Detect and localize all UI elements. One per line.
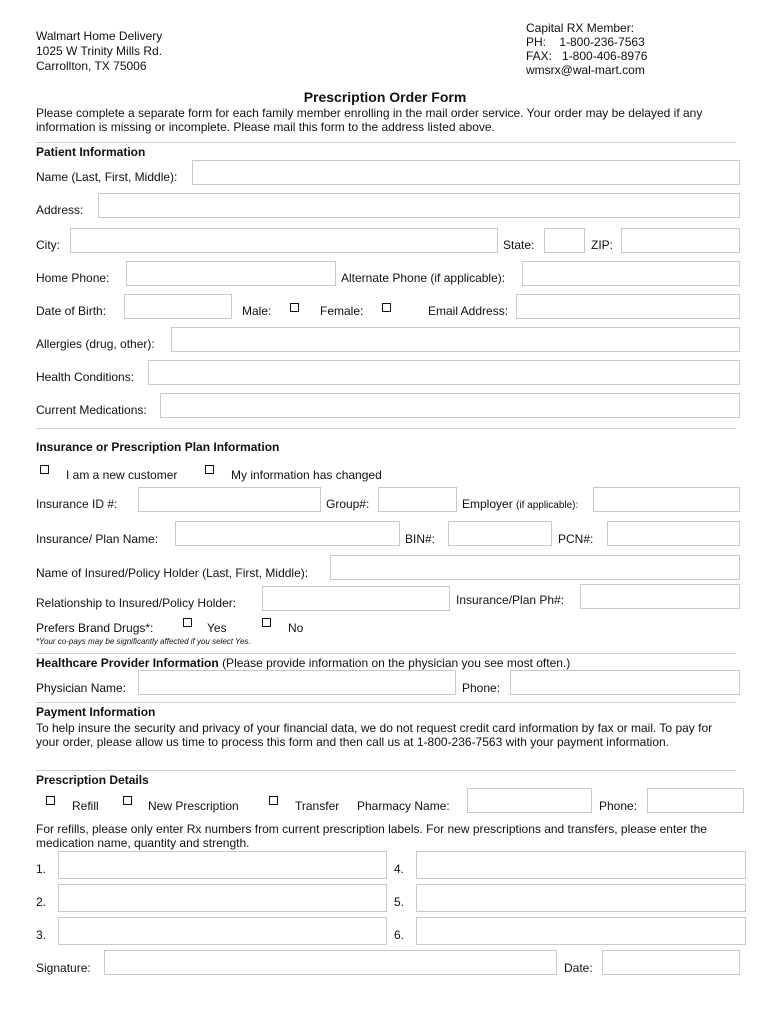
info-changed-label: My information has changed [231,468,382,482]
home-phone-field[interactable] [126,261,336,286]
address-field[interactable] [98,193,740,218]
new-rx-label: New Prescription [148,799,239,813]
relationship-label: Relationship to Insured/Policy Holder: [36,596,237,610]
meds-field[interactable] [160,393,740,418]
section-heading-patient: Patient Information [36,145,146,159]
zip-field[interactable] [621,228,740,253]
rx-field-1[interactable] [58,851,387,879]
pcn-field[interactable] [607,521,740,546]
divider [36,142,736,143]
rx-field-3[interactable] [58,917,387,945]
plan-phone-field[interactable] [580,584,740,609]
brand-label: Prefers Brand Drugs*: [36,621,154,635]
state-field[interactable] [544,228,585,253]
rx-number-label: 6. [394,928,405,942]
group-field[interactable] [378,487,457,512]
dob-field[interactable] [124,294,232,319]
ins-id-field[interactable] [138,487,321,512]
section-heading-payment: Payment Information [36,705,156,719]
health-field[interactable] [148,360,740,385]
city-field[interactable] [70,228,498,253]
pharmacy-phone-field[interactable] [647,788,744,813]
info-changed-checkbox[interactable] [205,465,214,474]
holder-field[interactable] [330,555,740,580]
payment-text: To help insure the security and privacy of your financial data, we do not request credit card information by fax or mail. To pay for your order, please allow us time to process this form and then call us at 1-800-236-7563 with your payment information. [36,721,713,749]
rx-number-label: 3. [36,928,47,942]
signature-field[interactable] [104,950,557,975]
divider [36,702,736,703]
refill-checkbox[interactable] [46,796,55,805]
physician-label: Physician Name: [36,681,127,695]
dob-label: Date of Birth: [36,304,107,318]
date-label: Date: [564,961,593,975]
group-label: Group#: [326,497,370,511]
rx-number-label: 5. [394,895,405,909]
rx-number-label: 4. [394,862,405,876]
male-checkbox[interactable] [290,303,299,312]
plan-phone-label: Insurance/Plan Ph#: [456,593,565,607]
meds-label: Current Medications: [36,403,147,417]
home-phone-label: Home Phone: [36,271,110,285]
ins-id-label: Insurance ID #: [36,497,118,511]
transfer-checkbox[interactable] [269,796,278,805]
address-label: Address: [36,203,84,217]
pcn-label: PCN#: [558,532,594,546]
section-heading-rx: Prescription Details [36,773,149,787]
brand-no-label: No [288,621,304,635]
bin-field[interactable] [448,521,552,546]
transfer-label: Transfer [295,799,340,813]
alt-phone-field[interactable] [522,261,740,286]
rx-field-4[interactable] [416,851,746,879]
female-checkbox[interactable] [382,303,391,312]
female-label: Female: [320,304,364,318]
refill-label: Refill [72,799,99,813]
physician-phone-field[interactable] [510,670,740,695]
city-label: City: [36,238,60,252]
date-field[interactable] [602,950,740,975]
intro-text: Please complete a separate form for each family member enrolling in the mail order service. Your order may be delayed if any information is missing or incomplete. Please mail this form to the address listed above. [36,106,703,134]
allergies-label: Allergies (drug, other): [36,337,155,351]
relationship-field[interactable] [262,586,450,611]
section-heading-provider: Healthcare Provider Information (Please provide information on the physician you see most often.) [36,656,571,670]
brand-no-checkbox[interactable] [262,618,271,627]
new-customer-label: I am a new customer [66,468,178,482]
rx-field-2[interactable] [58,884,387,912]
divider [36,653,736,654]
holder-label: Name of Insured/Policy Holder (Last, First, Middle): [36,566,309,580]
address-line: Walmart Home Delivery [36,29,163,43]
physician-field[interactable] [138,670,456,695]
new-rx-checkbox[interactable] [123,796,132,805]
contact-info [526,21,647,77]
address-line: 1025 W Trinity Mills Rd. [36,44,163,58]
allergies-field[interactable] [171,327,740,352]
pharmacy-phone-label: Phone: [599,799,638,813]
employer-field[interactable] [593,487,740,512]
alt-phone-label: Alternate Phone (if applicable): [341,271,506,285]
brand-yes-label: Yes [207,621,227,635]
rx-number-label: 2. [36,895,47,909]
rx-field-5[interactable] [416,884,746,912]
zip-label: ZIP: [591,238,614,252]
contact-line: FAX: 1-800-406-8976 [526,49,648,63]
divider [36,428,736,429]
divider [36,770,736,771]
copay-note: *Your co-pays may be significantly affected if you select Yes. [36,637,251,646]
brand-yes-checkbox[interactable] [183,618,192,627]
plan-name-field[interactable] [175,521,400,546]
bin-label: BIN#: [405,532,436,546]
state-label: State: [503,238,535,252]
rx-field-6[interactable] [416,917,746,945]
new-customer-checkbox[interactable] [40,465,49,474]
male-label: Male: [242,304,272,318]
name-label: Name (Last, First, Middle): [36,170,178,184]
health-label: Health Conditions: [36,370,135,384]
contact-email: wmsrx@wal-mart.com [526,63,645,77]
email-field[interactable] [516,294,740,319]
sender-address [36,29,162,74]
address-line: Carrollton, TX 75006 [36,59,147,73]
rx-instructions: For refills, please only enter Rx numbers from current prescription labels. For new prescriptions and transfers, please enter the medication name, quantity and strength. [36,822,707,850]
pharmacy-field[interactable] [467,788,592,813]
rx-number-label: 1. [36,862,47,876]
signature-label: Signature: [36,961,91,975]
page-title: Prescription Order Form [303,89,467,105]
employer-label: Employer (if applicable): [462,497,579,511]
contact-line: PH: 1-800-236-7563 [526,35,645,49]
email-label: Email Address: [428,304,509,318]
contact-line: Capital RX Member: [526,21,635,35]
plan-name-label: Insurance/ Plan Name: [36,532,159,546]
pharmacy-label: Pharmacy Name: [357,799,450,813]
section-heading-insurance: Insurance or Prescription Plan Information [36,440,280,454]
physician-phone-label: Phone: [462,681,501,695]
name-field[interactable] [192,160,740,185]
